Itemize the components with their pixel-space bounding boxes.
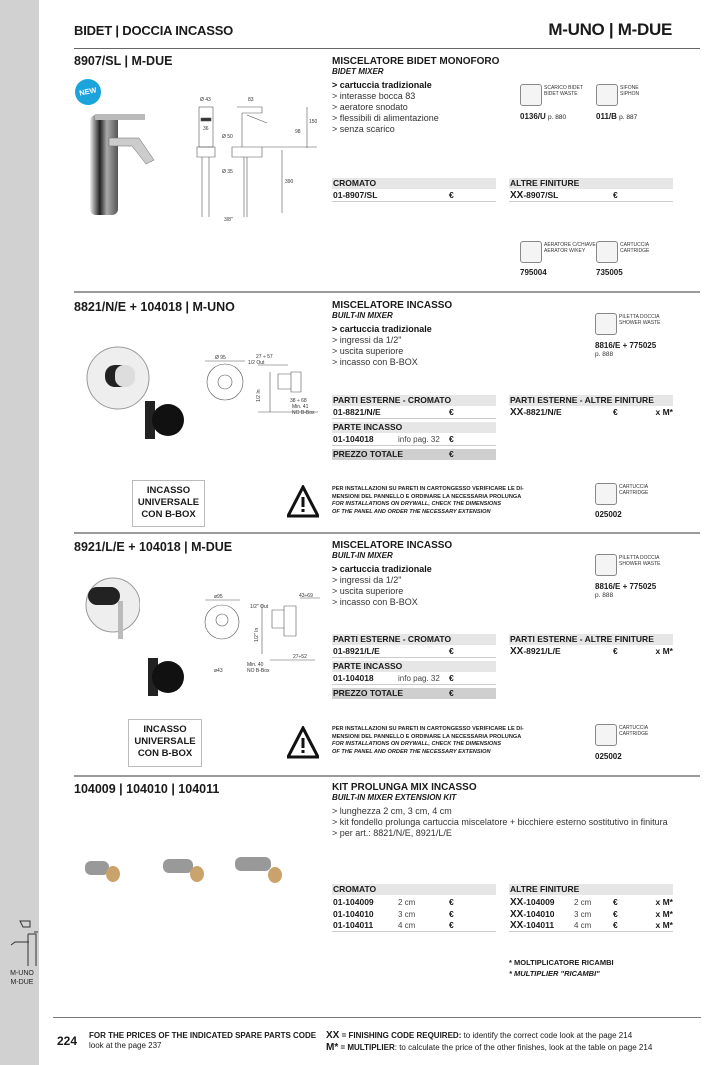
dim-label: Ø 43 — [200, 97, 211, 103]
accessory-label: SCARICO BIDET BIDET WASTE — [544, 85, 583, 97]
cartridge-icon — [595, 724, 617, 746]
table-row: XX-104011 4 cm € x M* — [510, 920, 673, 931]
footer-divider — [53, 1017, 701, 1018]
warning-icon — [287, 485, 319, 519]
table-row: XX-8921/L/E € x M* — [510, 646, 673, 657]
dim-label: 27 ÷ 57 — [256, 354, 273, 360]
dim-label: 43÷69 — [299, 593, 313, 599]
section-divider — [74, 532, 700, 534]
table-header: PARTE INCASSO — [332, 422, 496, 433]
shower-waste-icon — [595, 554, 617, 576]
bidet-waste-icon — [520, 84, 542, 106]
sidebar-label: M-DUE — [10, 979, 34, 986]
dim-label: 390 — [285, 179, 294, 185]
drywall-warning: PER INSTALLAZIONI SU PARETI IN CARTONGESSO VERIFICARE LE DI- MENSIONI DEL PANNELLO E ORDINARE LA NECESSARIA PROLUNGA FOR INSTALLATIONS ON DRYWALL, CHECK THE DIMENSIONS OF THE PANEL AND ORDER THE NECESSARY EXTENSION — [332, 486, 524, 515]
dim-label: ø43 — [214, 668, 223, 674]
feature-item: > incasso con B-BOX — [332, 357, 418, 367]
dim-label: 1/2 In — [256, 389, 262, 402]
accessory-label: PILETTA DOCCIA SHOWER WASTE — [619, 314, 661, 326]
dim-label: ø95 — [214, 594, 223, 600]
price-table-finishes — [509, 178, 673, 202]
product-name: MISCELATORE INCASSO — [332, 300, 453, 311]
accessory-code: 0136/U p. 880 — [520, 112, 567, 121]
feature-list — [332, 324, 452, 368]
feature-list — [332, 564, 452, 608]
accessory-label: CARTUCCIA CARTRIDGE — [620, 242, 650, 254]
section-divider — [74, 291, 700, 293]
spare-parts-note: FOR THE PRICES OF THE INDICATED SPARE PARTS CODE look at the page 237 — [89, 1031, 317, 1050]
feature-item: > uscita superiore — [332, 586, 404, 596]
table-row: 01-104010 3 cm € — [333, 908, 454, 919]
table-row: 01-104018 info pag. 32 € — [332, 672, 496, 685]
accessory-label: PILETTA DOCCIA SHOWER WASTE — [619, 555, 661, 567]
table-row: 01-8821/N/E € — [332, 406, 496, 419]
siphon-icon — [596, 84, 618, 106]
dim-label: 150 — [309, 119, 317, 125]
feature-item: > cartuccia tradizionale — [332, 80, 432, 90]
new-badge: NEW — [73, 77, 104, 108]
feature-list — [332, 80, 499, 135]
table-header: PARTI ESTERNE - CROMATO — [332, 634, 496, 645]
legend-note: XX = FINISHING CODE REQUIRED: to identify the correct code look at the page 214 M* = MULTIPLIER: to calculate the price of the other finishes, look at the table on page 214 — [326, 1030, 653, 1053]
multiplier-note: * MOLTIPLICATORE RICAMBI * MULTIPLIER "RICAMBI" — [509, 958, 614, 978]
universal-bbox-badge: INCASSO UNIVERSALE CON B-BOX — [128, 719, 202, 767]
bbox-image — [140, 398, 190, 443]
accessory-code: 8816/E + 775025 — [595, 582, 657, 591]
product-subtitle: BUILT-IN MIXER EXTENSION KIT — [332, 793, 457, 802]
feature-item: > cartuccia tradizionale — [332, 564, 432, 574]
accessory-code: 025002 — [595, 752, 622, 761]
price-table-finishes — [509, 884, 673, 932]
table-row: XX-8907/SL € — [509, 189, 673, 202]
dim-label: 3/8" — [224, 217, 233, 223]
table-header: CROMATO — [332, 884, 496, 895]
table-row: 01-104011 4 cm € — [332, 920, 496, 932]
page-number: 224 — [57, 1034, 78, 1048]
product-name: KIT PROLUNGA MIX INCASSO — [332, 782, 477, 793]
dim-label: 1/2" Out — [250, 604, 269, 610]
product-title: 8821/N/E + 104018 | M-UNO — [74, 300, 235, 314]
dim-label: 36 — [203, 126, 209, 132]
table-header: PARTI ESTERNE - ALTRE FINITURE — [509, 634, 673, 645]
product-title: 8921/L/E + 104018 | M-DUE — [74, 540, 233, 554]
product-name: MISCELATORE INCASSO — [332, 540, 453, 551]
feature-item: > uscita superiore — [332, 346, 404, 356]
table-row: XX-104010 3 cm € x M* — [510, 908, 673, 920]
table-header: ALTRE FINITURE — [509, 884, 673, 895]
price-table-chrome — [332, 178, 496, 202]
table-row: 01-8907/SL € — [332, 189, 496, 202]
accessory-code: 025002 — [595, 510, 622, 519]
dim-label: Ø 95 — [215, 355, 226, 361]
technical-drawing — [198, 352, 323, 432]
accessory-label: AERATORE C/CHIAVE AERATOR W/KEY — [544, 242, 596, 254]
product-name: MISCELATORE BIDET MONOFORO — [332, 56, 500, 67]
extension-kit-image — [85, 855, 285, 890]
table-row: 01-104009 2 cm € — [333, 897, 454, 907]
warning-icon — [287, 726, 319, 760]
sidebar-strip — [0, 0, 39, 1065]
dim-label: NO B-Box — [292, 410, 315, 416]
table-row: 01-8921/L/E € — [332, 645, 496, 658]
section-heading: BIDET | DOCCIA INCASSO — [74, 23, 234, 38]
sidebar-label: M-UNO — [10, 970, 34, 977]
feature-item: > lunghezza 2 cm, 3 cm, 4 cm — [332, 806, 452, 816]
table-header: ALTRE FINITURE — [509, 178, 673, 189]
product-title: 8907/SL | M-DUE — [74, 54, 173, 68]
accessory-code: 795004 — [520, 268, 547, 277]
accessory-label: CARTUCCIA CARTRIDGE — [619, 725, 649, 737]
dim-label: Min. 41 — [292, 404, 309, 410]
dim-label: 1/2 Out — [248, 360, 265, 366]
dim-label: 83 — [248, 97, 254, 103]
feature-item: > ingressi da 1/2" — [332, 575, 402, 585]
feature-item: > senza scarico — [332, 124, 395, 134]
feature-item: > aeratore snodato — [332, 102, 408, 112]
feature-item: > per art.: 8821/N/E, 8921/L/E — [332, 828, 452, 838]
product-subtitle: BIDET MIXER — [332, 67, 384, 76]
dim-label: 1/2" In — [254, 627, 260, 642]
dim-label: Ø 50 — [222, 134, 233, 140]
feature-item: > interasse bocca 83 — [332, 91, 416, 101]
dim-label: 38 ÷ 68 — [290, 398, 307, 404]
faucet-icon — [8, 918, 38, 966]
product-subtitle: BUILT-IN MIXER — [332, 551, 393, 560]
bidet-mixer-image — [85, 110, 165, 220]
accessory-page: p. 888 — [595, 592, 614, 599]
section-divider — [74, 775, 700, 777]
product-subtitle: BUILT-IN MIXER — [332, 311, 393, 320]
feature-item: > cartuccia tradizionale — [332, 324, 432, 334]
technical-drawing — [200, 592, 325, 677]
price-table-finishes — [509, 395, 673, 419]
price-table-chrome — [332, 884, 496, 932]
accessory-page: p. 888 — [595, 351, 614, 358]
feature-item: > flessibili di alimentazione — [332, 113, 439, 123]
price-table-chrome — [332, 395, 496, 460]
total-price-row: PREZZO TOTALE € — [332, 688, 496, 699]
table-row: 01-104018 info pag. 32 € — [332, 433, 496, 446]
shower-waste-icon — [595, 313, 617, 335]
accessory-code: 011/B p. 887 — [596, 112, 638, 121]
table-header: PARTI ESTERNE - CROMATO — [332, 395, 496, 406]
mixer-plate-image — [80, 575, 140, 645]
dim-label: Ø 35 — [222, 169, 233, 175]
aerator-icon — [520, 241, 542, 263]
bbox-image — [140, 655, 190, 700]
table-header: PARTI ESTERNE - ALTRE FINITURE — [509, 395, 673, 406]
feature-list — [332, 806, 668, 839]
cartridge-icon — [596, 241, 618, 263]
feature-item: > ingressi da 1/2" — [332, 335, 402, 345]
table-header: PARTE INCASSO — [332, 661, 496, 672]
accessory-label: CARTUCCIA CARTRIDGE — [619, 484, 649, 496]
dim-label: 98 — [295, 129, 301, 135]
divider — [74, 48, 700, 49]
dim-label: Min. 40 — [247, 662, 264, 668]
table-row: XX-8821/N/E € x M* — [510, 407, 673, 418]
accessory-label: SIFONE SIPHON — [620, 85, 640, 97]
price-table-finishes — [509, 634, 673, 658]
dim-label: NO B-Box — [247, 668, 270, 674]
accessory-code: 735005 — [596, 268, 623, 277]
table-header: CROMATO — [332, 178, 496, 189]
feature-item: > incasso con B-BOX — [332, 597, 418, 607]
price-table-chrome — [332, 634, 496, 699]
drywall-warning: PER INSTALLAZIONI SU PARETI IN CARTONGESSO VERIFICARE LE DI- MENSIONI DEL PANNELLO E ORDINARE LA NECESSARIA PROLUNGA FOR INSTALLATIONS ON DRYWALL, CHECK THE DIMENSIONS OF THE PANEL AND ORDER THE NECESSARY EXTENSION — [332, 726, 524, 755]
dim-label: 27÷52 — [293, 654, 307, 660]
cartridge-icon — [595, 483, 617, 505]
total-price-row: PREZZO TOTALE € — [332, 449, 496, 460]
table-row: XX-104009 2 cm € x M* — [510, 897, 673, 908]
universal-bbox-badge: INCASSO UNIVERSALE CON B-BOX — [132, 480, 205, 527]
feature-item: > kit fondello prolunga cartuccia miscelatore + bicchiere esterno sostitutivo in finitura — [332, 817, 668, 827]
technical-drawing — [192, 93, 317, 223]
brand-title: M-UNO | M-DUE — [548, 20, 672, 39]
accessory-code: 8816/E + 775025 — [595, 341, 657, 350]
product-title: 104009 | 104010 | 104011 — [74, 782, 220, 796]
